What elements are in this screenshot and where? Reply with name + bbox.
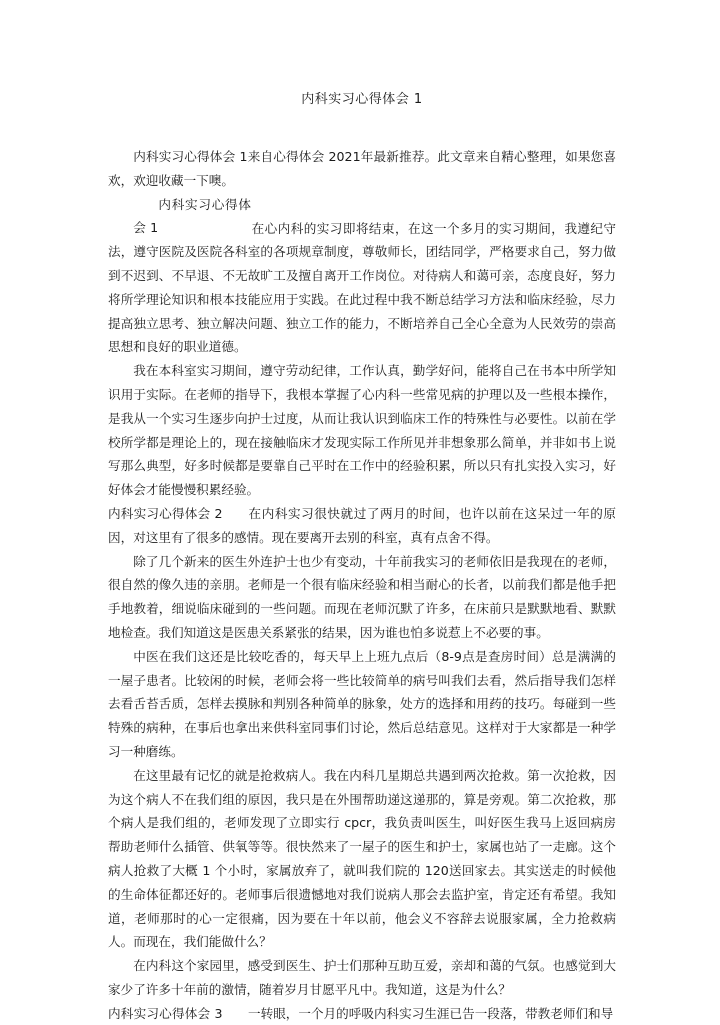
section-2-label: 内科实习心得体会 2 bbox=[108, 505, 223, 521]
document-title: 内科实习心得体会 1 bbox=[301, 92, 423, 107]
paragraph-7: 在内科这个家园里，感受到医生、护士们那种互助互爱，亲却和蔼的气氛。也感觉到大家少了许多十年前的激情，随着岁月甘愿平凡中。我知道，这是为什么？ bbox=[108, 958, 616, 997]
section-3-text: 一转眼，一个月的呼吸内科实习生涯已告一段落，带教老师们和导 bbox=[248, 1005, 614, 1021]
paragraph-5: 中医在我们这还是比较吃香的，每天早上上班九点后（8-9点是查房时间）总是满满的一屋子患者。比较闲的时候，老师会将一些比较简单的病号叫我们去看，然后指导我们怎样去看舌苔舌质，怎样去摸脉和判别各种简单的脉象，处方的选择和用药的技巧。每碰到一些特殊的病种，在事后也拿出来供科室同事们讨论，然后总结意见。这样对于大家都是一种学习一种磨练。 bbox=[108, 648, 616, 759]
section-1-paragraph bbox=[108, 193, 616, 360]
section-1-label: 内科实习心得体会 1 bbox=[133, 196, 252, 236]
paragraph-6: 在这里最有记忆的就是抢救病人。我在内科几星期总共遇到两次抢救。第一次抢救，因为这个病人不在我们组的原因，我只是在外围帮助递这递那的，算是旁观。第二次抢救，那个病人是我们组的，老师发现了立即实行 cpcr，我负责叫医生，叫好医生我马上返回病房帮助老师什么插管、供氧等等。很快然来了一屋子的医生和护士，家属也站了一走廊。这个病人抢救了大概 1 个小时，家属放弃了，就叫我们院的 120送回家去。其实送走的时候他的生命体征都还好的。老师事后很遗憾地对我们说病人那会去监护室，肯定还有希望。我知道，老师那时的心一定很痛，因为要在十年以前，他会义不容辞去说服家属，全力抢救病人。而现在，我们能做什么？ bbox=[108, 767, 616, 950]
section-3-paragraph bbox=[108, 1002, 616, 1025]
paragraph-4: 除了几个新来的医生外连护士也少有变动，十年前我实习的老师依旧是我现在的老师，很自然的像久违的亲朋。老师是一个很有临床经验和相当耐心的长者，以前我们都是他手把手地教着，细说临床碰到的一些问题。而现在老师沉默了许多，在床前只是默默地看、默默地检查。我们知道这是医患关系紧张的结果，因为谁也怕多说惹上不必要的事。 bbox=[108, 553, 616, 640]
section-1-text: 在心内科的实习即将结束，在这一个多月的实习期间，我遵纪守法，遵守医院及医院各科室的各项规章制度，尊敬师长，团结同学，严格要求自己，努力做到不迟到、不早退、不无故旷工及擅自离开工作岗位。对待病人和蔼可亲，态度良好，努力将所学理论知识和根本技能应用于实践。在此过程中我不断总结学习方法和临床经验，尽力提高独立思考、独立解决问题、独立工作的能力，不断培养自己全心全意为人民效劳的崇高思想和良好的职业道德。 bbox=[108, 220, 616, 355]
section-2-paragraph bbox=[108, 502, 616, 550]
section-3-label: 内科实习心得体会 3 bbox=[108, 1005, 223, 1021]
paragraph-2: 我在本科室实习期间，遵守劳动纪律，工作认真，勤学好问，能将自己在书本中所学知识用于实际。在老师的指导下，我根本掌握了心内科一些常见病的护理以及一些根本操作，是我从一个实习生逐步向护士过度，从而让我认识到临床工作的特殊性与必要性。以前在学校所学都是理论上的，现在接触临床才发现实际工作所见并非想象那么简单，并非如书上说写那么典型，好多时候都是要靠自己平时在工作中的经验积累，所以只有扎实投入实习，好好体会才能慢慢积累经验。 bbox=[108, 363, 616, 498]
section-2-text: 在内科实习很快就过了两月的时间，也许以前在这呆过一年的原因，对这里有了很多的感情。现在要离开去别的科室，真有点舍不得。 bbox=[108, 505, 616, 545]
document-body bbox=[108, 145, 616, 1025]
intro-paragraph: 内科实习心得体会 1来自心得体会 2021年最新推荐。此文章来自精心整理，如果您喜欢，欢迎收藏一下噢。 bbox=[108, 149, 616, 188]
